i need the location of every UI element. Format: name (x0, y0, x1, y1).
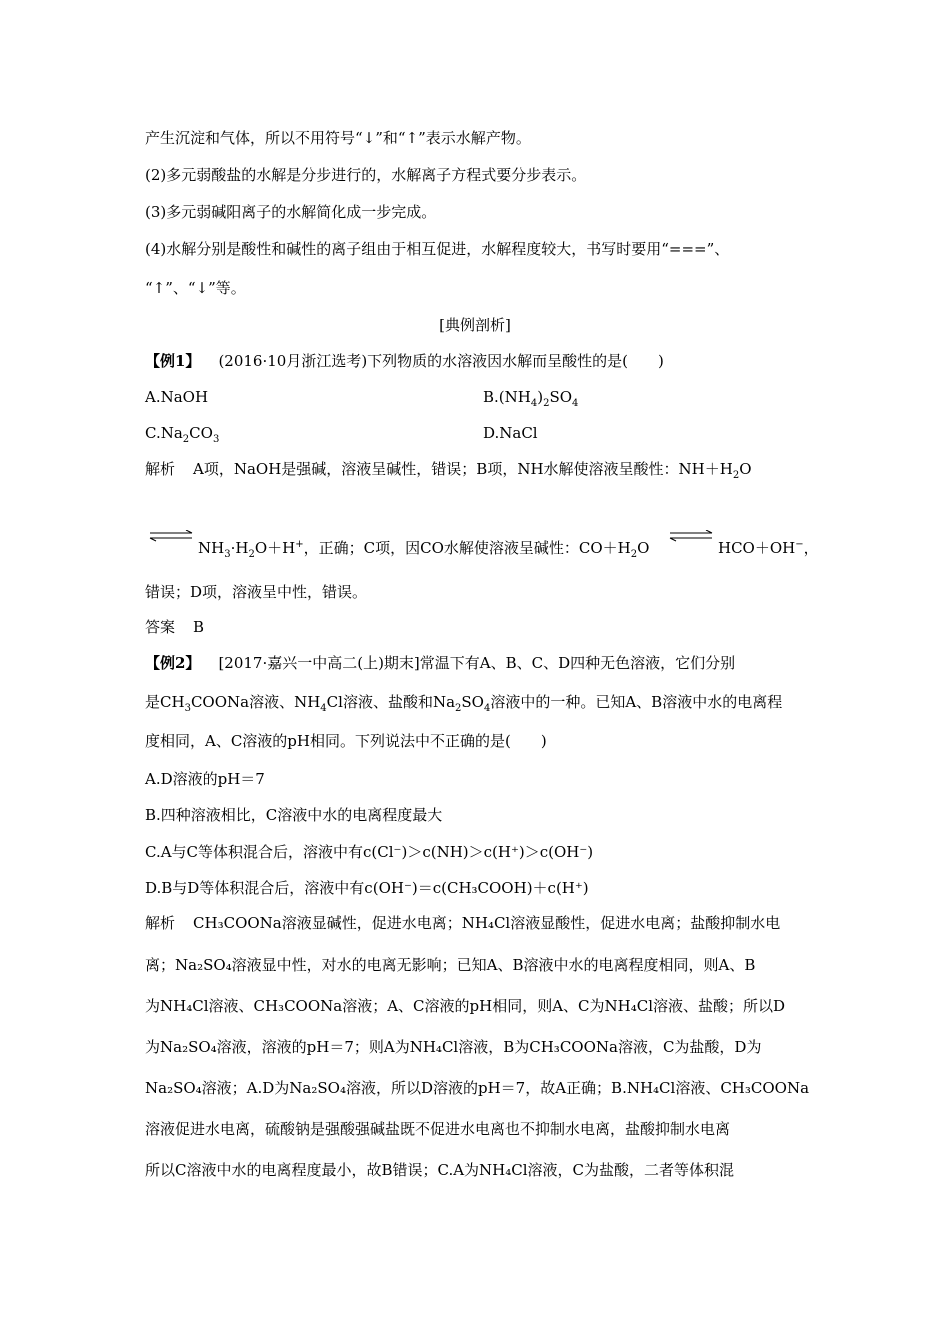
option-a: A.D溶液的pH＝7 (145, 770, 265, 788)
analysis-line: 为Na₂SO₄溶液，溶液的pH＝7；则A为NH₄Cl溶液，B为CH₃COONa溶液，C为盐酸，D为 (145, 1038, 762, 1056)
analysis-line: 离；Na₂SO₄溶液显中性，对水的电离无影响；已知A、B溶液中水的电离程度相同，则A、B (145, 956, 756, 974)
option-b: $B.(NH_4)_2SO_4$ (483, 388, 579, 409)
analysis-line: 溶液促进水电离，硫酸钠是强酸强碱盐既不促进水电离也不抑制水电离，盐酸抑制水电离 (145, 1120, 731, 1138)
example2-question: 是$CH_3COONa$溶液、$NH_4Cl$溶液、盐酸和$Na_2SO_4$溶液中的一种。已知A、B溶液中水的电离程 (145, 693, 783, 714)
text-line: (4)水解分别是酸性和碱性的离子组由于相互促进，水解程度较大，书写时要用“===”、 (145, 240, 730, 258)
option-d: D.B与D等体积混合后，溶液中有c(OH⁻)＝c(CH₃COOH)＋c(H⁺) (145, 879, 589, 897)
equilibrium-arrow-icon (668, 530, 714, 542)
analysis-line: 所以C溶液中水的电离程度最小，故B错误；C.A为NH₄Cl溶液，C为盐酸，二者等体积混 (145, 1161, 735, 1179)
answer-value: B (193, 618, 205, 636)
text-line: “↑”、“↓”等。 (145, 279, 246, 297)
analysis-label: 解析 (145, 914, 176, 932)
analysis-line: 错误；D项，溶液呈中性，错误。 (145, 583, 368, 601)
analysis-line: 解析 CH₃COONa溶液显碱性，促进水电离；NH₄Cl溶液显酸性，促进水电离；盐酸抑制水电 (145, 914, 781, 932)
option-a: A.NaOH (145, 388, 209, 406)
option-c: C.A与C等体积混合后，溶液中有c(Cl⁻)＞c(NH)＞c(H⁺)＞c(OH⁻) (145, 843, 594, 861)
option-c: $C.Na_2CO_3$ (145, 424, 220, 445)
text-line: (2)多元弱酸盐的水解是分步进行的，水解离子方程式要分步表示。 (145, 166, 587, 184)
section-title: [典例剖析] (439, 316, 511, 334)
example1-question (145, 351, 664, 371)
analysis-line: $NH_3\cdot H_2O+H^+$，正确；C项，因CO水解使溶液呈碱性：$CO+H_2O$ (198, 539, 650, 560)
example-tag: 【例1】 (145, 352, 201, 370)
analysis-label: 解析 (145, 460, 176, 478)
example2-question: 度相同，A、C溶液的pH相同。下列说法中不正确的是( ) (145, 732, 547, 750)
analysis-line: 解析 A项，NaOH是强碱，溶液呈碱性，错误；B项，NH水解使溶液呈酸性：$NH+H_2O$ (145, 460, 752, 481)
answer-line (145, 617, 204, 637)
analysis-line: Na₂SO₄溶液；A.D为Na₂SO₄溶液，所以D溶液的pH＝7，故A正确；B.NH₄Cl溶液、CH₃COONa (145, 1079, 810, 1097)
analysis-line: HCO＋OH−， (718, 539, 819, 557)
option-b: B.四种溶液相比，C溶液中水的电离程度最大 (145, 806, 443, 824)
answer-label: 答案 (145, 618, 176, 636)
equilibrium-arrow-icon (148, 530, 194, 542)
example2-question: 【例2】 [2017·嘉兴一中高二(上)期末]常温下有A、B、C、D四种无色溶液，它们分别 (145, 654, 736, 672)
example-tag: 【例2】 (145, 654, 201, 672)
text-line: 产生沉淀和气体，所以不用符号“↓”和“↑”表示水解产物。 (145, 129, 531, 147)
text-line: (3)多元弱碱阳离子的水解简化成一步完成。 (145, 203, 437, 221)
question-text: (2016·10月浙江选考)下列物质的水溶液因水解而呈酸性的是( ) (218, 352, 664, 370)
analysis-line: 为NH₄Cl溶液、CH₃COONa溶液；A、C溶液的pH相同，则A、C为NH₄Cl溶液、盐酸；所以D (145, 997, 786, 1015)
option-d: D.NaCl (483, 424, 538, 442)
